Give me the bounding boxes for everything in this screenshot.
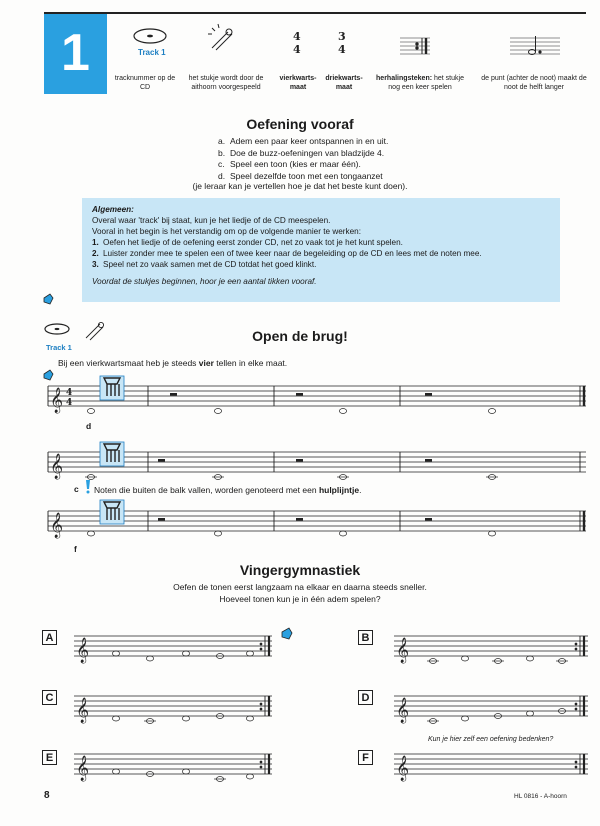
- svg-text:𝄞: 𝄞: [50, 513, 64, 538]
- chapter-number: 1: [44, 12, 107, 94]
- own-exercise-prompt: Kun je hier zelf een oefening bedenken?: [428, 736, 554, 743]
- legend-dot: de punt (achter de noot) maakt de noot de helft langer: [481, 75, 587, 91]
- exclamation-icon: [86, 480, 90, 494]
- dotted-note-icon: [510, 36, 560, 55]
- exercise-note: (je leraar kan je vertellen hoe je dat het beste kunt doen).: [192, 181, 408, 191]
- legend-example: het stukje wordt door de aithoorn voorgespeeld: [188, 75, 264, 91]
- info-heading: Algemeen:: [92, 205, 134, 214]
- staff-a: [74, 636, 272, 663]
- svg-text:𝄞: 𝄞: [50, 454, 64, 479]
- info-closing: Voordat de stukjes beginnen, hoor je een aantal tikken vooraf.: [92, 277, 317, 286]
- vinger-instructions-1: Oefen de tonen eerst langzaam na elkaar en daarna steeds sneller.: [173, 582, 427, 592]
- staff-2: [48, 452, 586, 480]
- legend-repeat: herhalingsteken: het stukje nog een keer spelen: [376, 75, 464, 91]
- legend-34: driekwarts- maat: [325, 75, 363, 91]
- info-intro1: Overal waar 'track' bij staat, kun je het liedje of de CD meespelen.: [92, 216, 331, 225]
- legend-cd: tracknummer op de CD: [114, 75, 176, 91]
- exercise-label-f: F: [358, 750, 373, 765]
- pointing-hand-icon: [44, 370, 53, 380]
- svg-text:𝄞: 𝄞: [396, 698, 410, 723]
- legend-track-term: Track 1: [138, 48, 166, 57]
- staff-1: [48, 386, 586, 414]
- svg-text:𝄞: 𝄞: [76, 638, 90, 663]
- svg-text:𝄞: 𝄞: [76, 698, 90, 723]
- staff-e: [74, 754, 272, 782]
- step-c: c. Speel een toon (kies er maar één).: [218, 159, 361, 169]
- footer-code: HL 0816 - A-hoorn: [514, 793, 567, 800]
- track-label: Track 1: [46, 343, 72, 352]
- staff-3: [48, 511, 586, 538]
- svg-text:𝄞: 𝄞: [76, 756, 90, 781]
- top-rule: [44, 12, 586, 14]
- svg-text:𝄞: 𝄞: [396, 638, 410, 663]
- legend-sig-44-bottom: 4: [293, 43, 301, 56]
- exercise-label-c: C: [42, 690, 57, 705]
- three-four-sig: [338, 30, 346, 56]
- svg-text:4: 4: [66, 398, 73, 408]
- four-four-sig: [293, 30, 301, 56]
- section-title-open-de-brug: Open de brug!: [252, 328, 348, 344]
- svg-text:4: 4: [66, 388, 73, 398]
- info-box: [82, 198, 560, 302]
- horn-bell-icon: [100, 442, 124, 466]
- staff-label-d: d: [86, 421, 92, 431]
- section-title-oefening: Oefening vooraf: [246, 116, 354, 132]
- section-title-vingergymnastiek: Vingergymnastiek: [239, 562, 361, 578]
- horn-bell-icon: [100, 500, 124, 524]
- repeat-sign-icon: [400, 38, 430, 54]
- info-item-2: 2. Luister zonder mee te spelen een of twee keer naar de begeleiding op de CD en lees met de noten mee.: [92, 249, 482, 258]
- info-item-3: 3. Speel net zo vaak samen met de CD totdat het goed klinkt.: [92, 260, 317, 269]
- horn-bell-icon: [100, 376, 124, 400]
- svg-text:𝄞: 𝄞: [50, 388, 64, 413]
- staff-b: [394, 636, 588, 664]
- step-b: b. Doe de buzz-oefeningen van bladzijde 4.: [218, 147, 385, 158]
- staff-f: [394, 754, 588, 781]
- svg-text:𝄞: 𝄞: [396, 756, 410, 781]
- staff-label-c: c: [74, 484, 79, 494]
- vinger-instructions-2: Hoeveel tonen kun je in één adem spelen?: [219, 594, 381, 604]
- vinger-staves: [60, 618, 595, 788]
- staff-d: [394, 696, 588, 724]
- info-item-1: 1. Oefen het liedje of de oefening eerst zonder CD, net zo vaak tot je het kunt spelen.: [92, 238, 403, 247]
- info-intro2: Vooral in het begin is het verstandig om op de volgende manier te werken:: [92, 227, 361, 236]
- exercise-steps: [218, 136, 388, 182]
- step-a: a. Adem een paar keer ontspannen in en uit.: [218, 136, 389, 146]
- legend-44: vierkwarts- maat: [279, 75, 317, 91]
- legend-sig-34-bottom: 4: [338, 43, 346, 56]
- cd-icon: [134, 29, 166, 43]
- staff-c: [74, 696, 272, 724]
- pointing-hand-icon: [282, 628, 292, 639]
- exercise-label-a: A: [42, 630, 57, 645]
- ledger-explainer: Noten die buiten de balk vallen, worden genoteerd met een hulplijntje.: [94, 485, 362, 495]
- sparkle-horn-icon: [208, 24, 232, 50]
- pointing-hand-icon: [44, 294, 53, 304]
- staff-group-open-de-brug: [40, 366, 595, 546]
- four-four-explainer: Bij een vierkwartsmaat heb je steeds vier tellen in elke maat.: [58, 358, 288, 368]
- staff-label-f: f: [74, 544, 77, 554]
- exercise-label-e: E: [42, 750, 57, 765]
- legend-sig-44-top: 4: [293, 30, 301, 43]
- legend-sig-34-top: 3: [338, 30, 346, 43]
- exercise-label-b: B: [358, 630, 373, 645]
- page-number: 8: [44, 790, 50, 801]
- legend-icons: [112, 18, 586, 68]
- step-d: d. Speel dezelfde toon met een tongaanzet: [218, 170, 383, 181]
- exercise-label-d: D: [358, 690, 373, 705]
